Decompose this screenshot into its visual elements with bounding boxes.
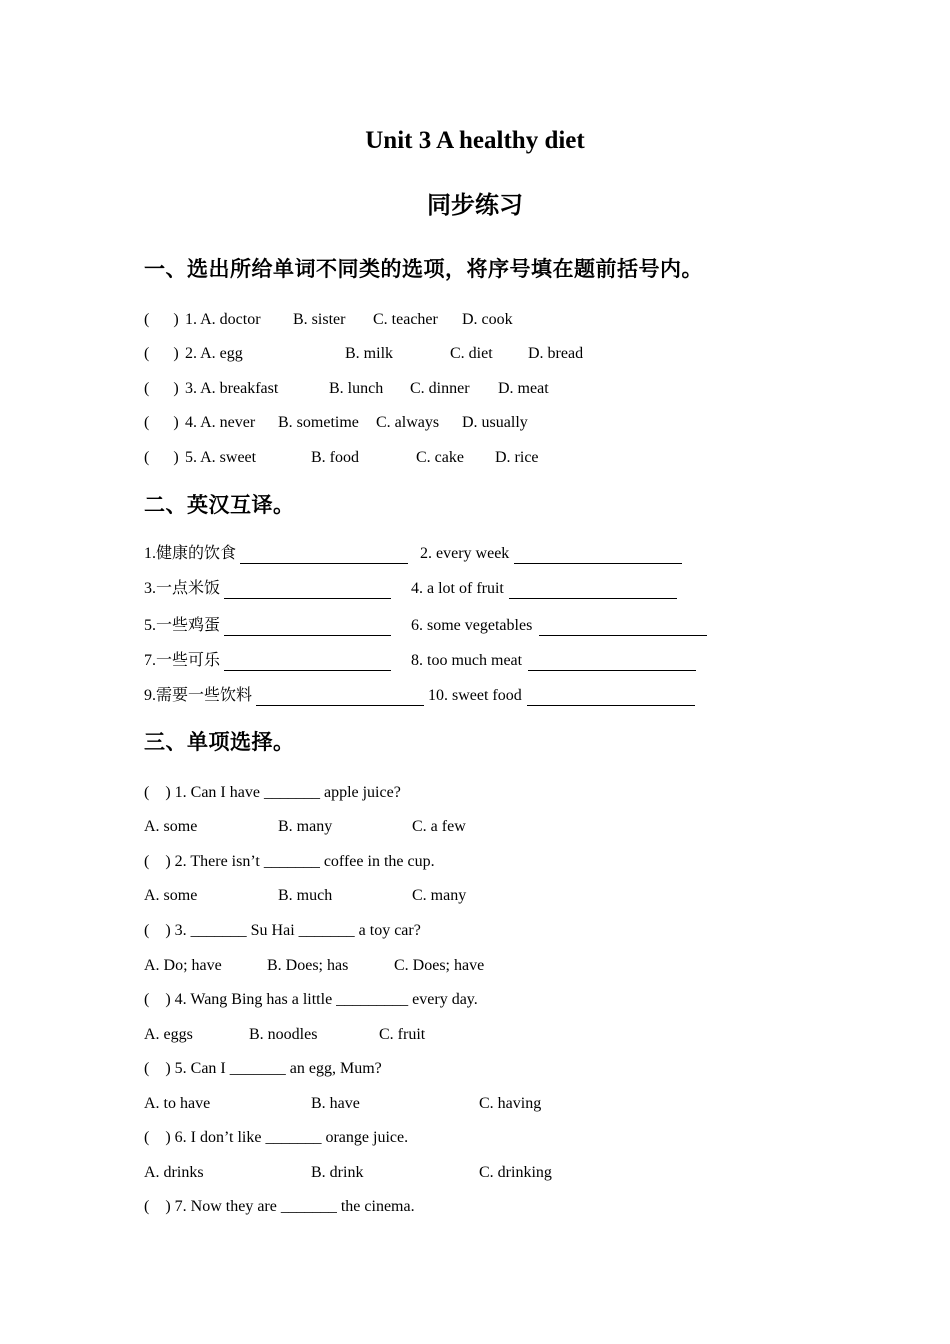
answer-bracket[interactable]: ( ) [144,311,179,328]
option-d: D. rice [495,449,539,466]
option-d: D. meat [498,380,549,397]
translate-prompt: 7.一些可乐 [144,652,221,669]
answer-bracket[interactable]: ( ) [144,414,179,431]
option-c[interactable]: C. fruit [379,1026,426,1043]
answer-blank[interactable] [240,549,408,564]
option-c: C. always [376,414,440,431]
translate-prompt: 8. too much meat [411,652,523,669]
option-a: 5. A. sweet [185,449,257,466]
option-d: D. bread [528,345,584,362]
option-b[interactable]: B. Does; has [267,957,349,974]
option-a: 2. A. egg [185,345,243,362]
page-subtitle: 同步练习 [427,191,523,219]
option-b: B. lunch [329,380,384,397]
option-c: C. teacher [373,311,438,328]
option-d: D. cook [462,311,513,328]
question-text: ( ) 4. Wang Bing has a little _________ every day. [144,991,478,1008]
option-a[interactable]: A. to have [144,1095,211,1112]
answer-blank[interactable] [514,549,682,564]
translate-prompt: 4. a lot of fruit [411,580,504,597]
answer-blank[interactable] [539,621,707,636]
answer-blank[interactable] [527,691,695,706]
translate-prompt: 10. sweet food [428,687,522,704]
answer-bracket[interactable]: ( ) [144,449,179,466]
answer-blank[interactable] [224,621,391,636]
option-b[interactable]: B. drink [311,1164,364,1181]
answer-bracket[interactable]: ( ) [144,380,179,397]
question-text: ( ) 2. There isn’t _______ coffee in the cup. [144,853,435,870]
option-b: B. sister [293,311,346,328]
option-c[interactable]: C. drinking [479,1164,552,1181]
option-c: C. cake [416,449,464,466]
page-title: Unit 3 A healthy diet [365,127,585,154]
option-c[interactable]: C. Does; have [394,957,485,974]
answer-blank[interactable] [224,584,391,599]
translate-prompt: 1.健康的饮食 [144,545,237,562]
question-text: ( ) 5. Can I _______ an egg, Mum? [144,1060,382,1077]
answer-blank[interactable] [509,584,677,599]
section3-heading: 三、单项选择。 [144,730,295,754]
option-c: C. dinner [410,380,470,397]
option-a[interactable]: A. some [144,818,198,835]
option-a: 4. A. never [185,414,256,431]
answer-blank[interactable] [224,656,391,671]
option-c[interactable]: C. a few [412,818,466,835]
option-d: D. usually [462,414,528,431]
option-a: 3. A. breakfast [185,380,279,397]
translate-prompt: 6. some vegetables [411,617,533,634]
option-c[interactable]: C. many [412,887,467,904]
option-b: B. food [311,449,359,466]
option-a: 1. A. doctor [185,311,261,328]
answer-blank[interactable] [256,691,424,706]
answer-blank[interactable] [528,656,696,671]
translate-prompt: 5.一些鸡蛋 [144,617,221,634]
section2-heading: 二、英汉互译。 [144,493,295,517]
question-text: ( ) 7. Now they are _______ the cinema. [144,1198,415,1215]
question-text: ( ) 6. I don’t like _______ orange juice. [144,1129,409,1146]
option-a[interactable]: A. Do; have [144,957,222,974]
option-c: C. diet [450,345,493,362]
option-b[interactable]: B. many [278,818,333,835]
section1-heading: 一、选出所给单词不同类的选项，将序号填在题前括号内。 [144,257,703,281]
translate-prompt: 9.需要一些饮料 [144,687,253,704]
option-c[interactable]: C. having [479,1095,542,1112]
translate-prompt: 3.一点米饭 [144,580,221,597]
option-a[interactable]: A. eggs [144,1026,193,1043]
option-a[interactable]: A. some [144,887,198,904]
option-b[interactable]: B. noodles [249,1026,318,1043]
option-a[interactable]: A. drinks [144,1164,204,1181]
question-text: ( ) 3. _______ Su Hai _______ a toy car? [144,922,421,939]
translate-prompt: 2. every week [420,545,510,562]
option-b: B. milk [345,345,394,362]
option-b[interactable]: B. have [311,1095,360,1112]
option-b[interactable]: B. much [278,887,333,904]
option-b: B. sometime [278,414,359,431]
answer-bracket[interactable]: ( ) [144,345,179,362]
question-text: ( ) 1. Can I have _______ apple juice? [144,784,401,801]
